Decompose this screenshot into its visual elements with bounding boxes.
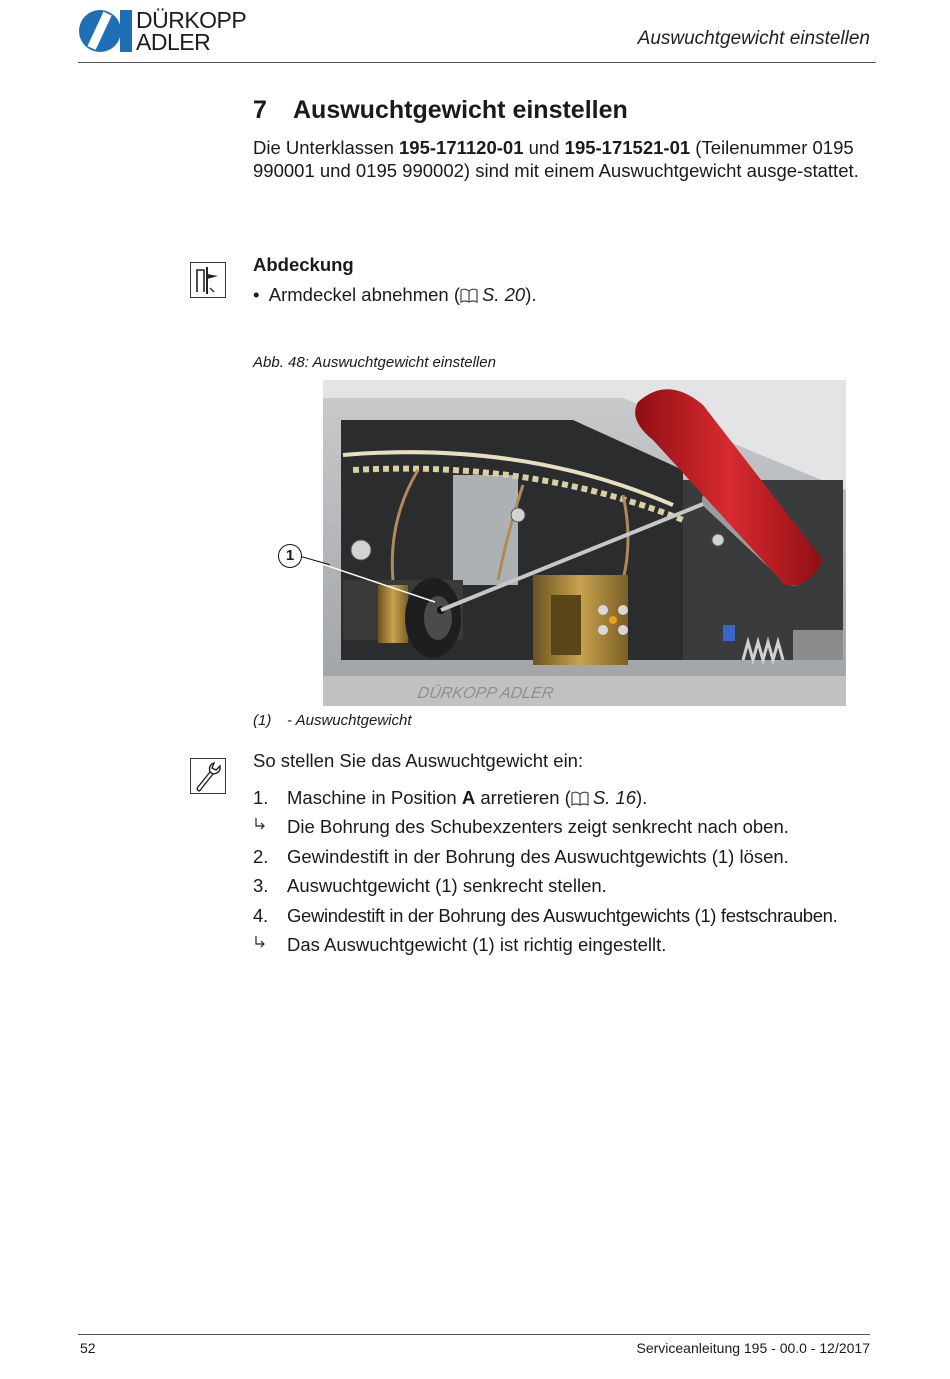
result-text: Die Bohrung des Schubexzenters zeigt senkrecht nach oben.	[287, 816, 789, 837]
logo-mark-icon	[78, 8, 134, 54]
cover-step-text: Armdeckel abnehmen (	[268, 284, 461, 305]
step-text: Gewindestift in der Bohrung des Auswuchtgewichts (1) festschrauben.	[287, 905, 838, 926]
legend-text: - Auswuchtgewicht	[287, 712, 412, 729]
header-divider	[78, 62, 876, 63]
brand-line-1: DÜRKOPP	[136, 7, 247, 33]
book-icon	[460, 286, 478, 308]
step-2	[253, 846, 789, 868]
wrench-icon	[190, 758, 226, 794]
cover-step-close: ).	[525, 284, 537, 305]
step-text: Gewindestift in der Bohrung des Auswuchtgewichts (1) lösen.	[287, 846, 789, 867]
machine-photo	[323, 380, 846, 706]
page-number: 52	[80, 1340, 96, 1356]
book-icon	[571, 789, 589, 811]
figure-legend	[253, 712, 412, 729]
step-number: 4.	[253, 905, 268, 926]
page-reference-link[interactable]: S. 16	[592, 787, 637, 808]
step-3	[253, 875, 607, 897]
step-text-close: ).	[636, 787, 648, 808]
intro-paragraph	[253, 136, 873, 182]
document-reference: Serviceanleitung 195 - 00.0 - 12/2017	[636, 1340, 870, 1356]
intro-text-1: Die Unterklassen	[253, 137, 400, 158]
step-4	[253, 905, 837, 927]
step-text: Maschine in Position	[287, 787, 462, 808]
page-reference-link[interactable]: S. 20	[482, 284, 526, 305]
step-text-cont: arretieren (	[475, 787, 571, 808]
position-letter: A	[461, 787, 476, 808]
cover-heading: Abdeckung	[253, 254, 354, 275]
cover-removal-icon	[190, 262, 226, 298]
intro-text-3: (Teilenummer 0195 990001 und 0195 990002) sind mit einem Auswuchtgewicht ausge-stattet.	[253, 137, 859, 181]
procedure-intro: So stellen Sie das Auswuchtgewicht ein:	[253, 750, 584, 771]
chapter-heading	[253, 96, 628, 125]
duerkopp-adler-logo	[78, 6, 268, 56]
result-text: Das Auswuchtgewicht (1) ist richtig eingestellt.	[287, 934, 667, 955]
result-arrow-icon	[253, 934, 287, 956]
cover-step	[253, 284, 537, 308]
step-number: 3.	[253, 875, 269, 896]
subclass-2: 195-171521-01	[564, 137, 691, 158]
footer-divider	[78, 1334, 870, 1335]
legend-number: (1)	[253, 712, 272, 729]
figure-caption: Abb. 48: Auswuchtgewicht einstellen	[253, 354, 496, 371]
running-header-title: Auswuchtgewicht einstellen	[637, 28, 870, 49]
chapter-title: Auswuchtgewicht einstellen	[293, 96, 628, 124]
step-text: Auswuchtgewicht (1) senkrecht stellen.	[287, 875, 607, 896]
intro-text-2: und	[523, 137, 565, 158]
result-arrow-icon	[253, 816, 287, 838]
callout-1: 1	[278, 544, 302, 568]
result-1	[253, 816, 789, 838]
chapter-number: 7	[253, 96, 267, 124]
bullet: •	[253, 284, 260, 305]
step-1	[253, 787, 647, 811]
subclass-1: 195-171120-01	[399, 137, 524, 158]
result-2	[253, 934, 666, 956]
brand-line-2: ADLER	[136, 29, 211, 55]
photo-watermark: DÜRKOPP ADLER	[416, 684, 555, 702]
step-number: 1.	[253, 787, 269, 808]
step-number: 2.	[253, 846, 269, 867]
